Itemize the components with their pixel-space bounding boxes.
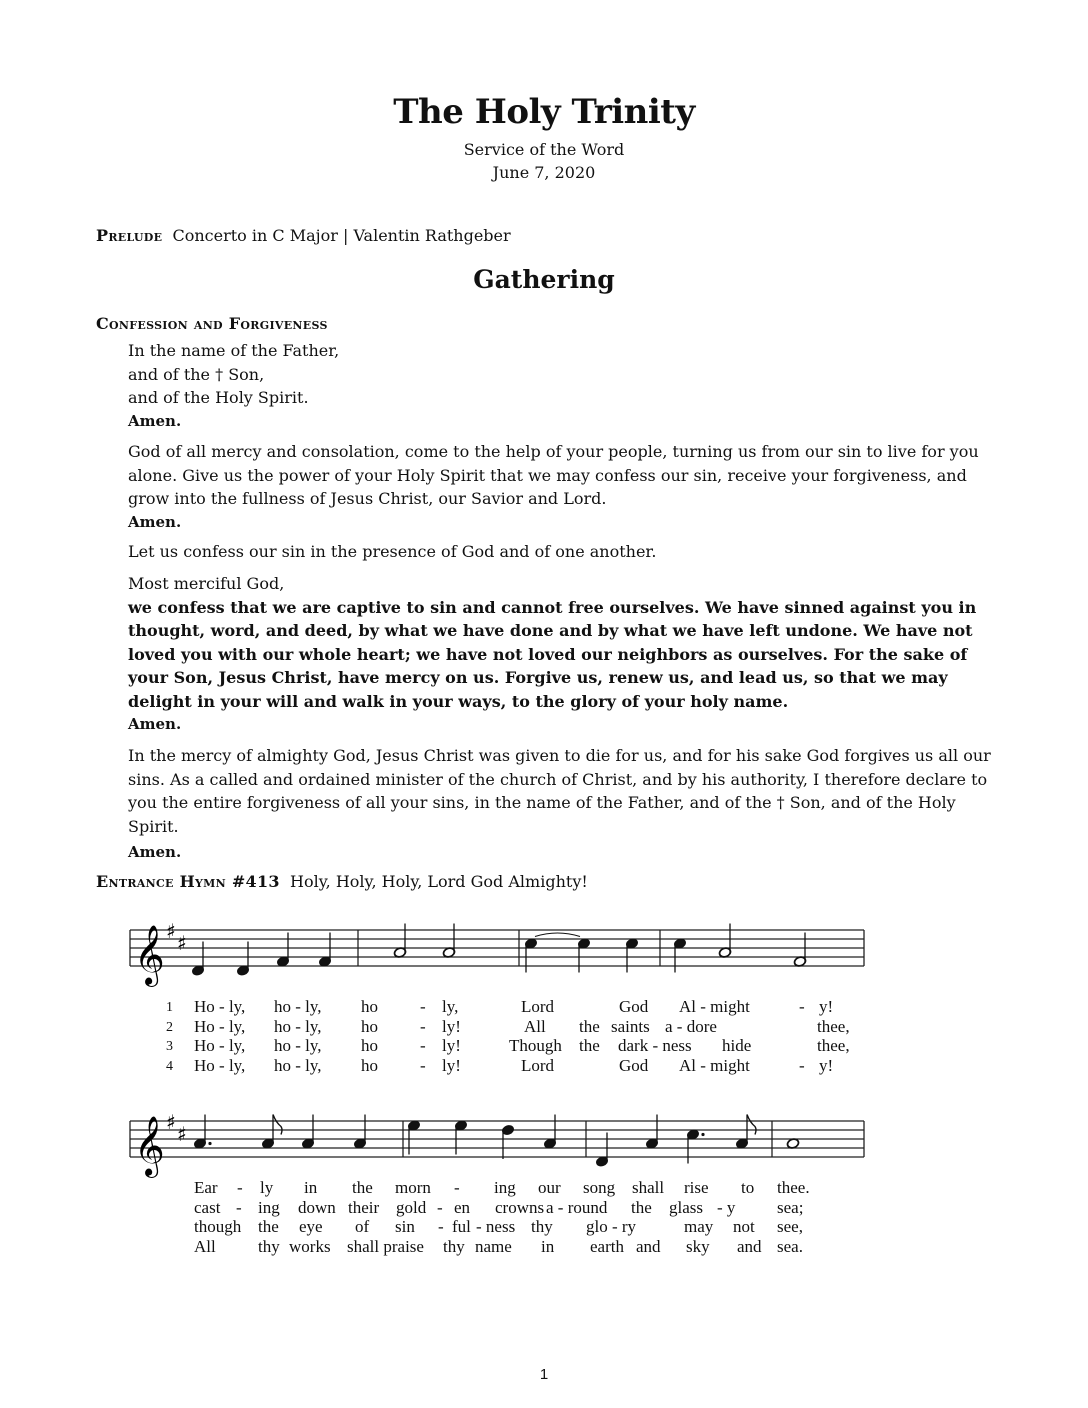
lyric-syllable: God [619,997,649,1016]
lyric-syllable: of [355,1217,370,1236]
confession-intro: Most merciful God, [128,574,285,593]
service-date: June 7, 2020 [492,163,596,182]
invocation-line: and of the † Son, [128,364,265,384]
lyric-syllable: morn [395,1178,431,1197]
amen-response: Amen. [128,843,182,861]
lyric-syllable: - [799,997,805,1016]
lyric-syllable: the [579,1016,600,1036]
lyric-syllable: the [352,1178,373,1197]
lyric-syllable: gold [396,1197,427,1217]
lyric-syllable: shall [632,1178,665,1197]
lyric-syllable: - [420,1055,426,1075]
lyric-syllable: glo - ry [586,1217,637,1236]
lyric-syllable: the [631,1197,652,1217]
invitation-to-confession: Let us confess our sin in the presence of God and of one another. [128,542,657,561]
lyric-syllable: Ho - ly, [194,1036,246,1055]
lyric-syllable: ing [258,1197,280,1217]
dot [208,1142,211,1145]
lyric-syllable: down [298,1197,336,1217]
confession-label: Confession and Forgiveness [96,314,328,333]
lyric-syllable: dark - ness [618,1036,692,1055]
amen-response: Amen. [128,512,182,531]
lyric-syllable: Ho - ly, [194,1055,246,1075]
lyric-syllable: en [454,1197,471,1217]
lyric-syllable: y! [819,997,834,1016]
lyric-syllable: - [420,1036,426,1055]
lyric-syllable: Ho - ly, [194,1016,246,1036]
lyric-syllable: our [538,1178,561,1197]
lyric-syllable: shall praise [347,1236,424,1256]
lyric-syllable: saints [611,1016,650,1036]
prelude-label: Prelude [96,226,163,245]
confession-text: we confess that we are captive to sin and cannot free ourselves. We have sinned against you in thought, word, and deed, by what we have done and by what we have left undone. We have not loved you with our whole heart; we have not loved our neighbors as ourselves. For the sake of your Son, Jesus Christ, have mercy on us. Forgive us, renew us, and lead us, so that we may delight in your will and walk in your ways, to the glory of your holy name. [128,597,977,711]
sharp-icon: ♯ [166,919,176,943]
lyric-syllable: Al - might [679,997,750,1016]
prelude-text: Concerto in C Major | Valentin Rathgeber [172,226,511,245]
lyric-syllable: thy [443,1236,465,1256]
lyric-syllable: Al - might [679,1055,750,1075]
eighth-flag [273,1115,282,1135]
lyric-syllable: thee, [817,1016,850,1036]
lyric-syllable: ly! [442,1055,461,1075]
lyric-syllable: crowns [495,1197,545,1217]
lyric-syllable: song [583,1178,616,1197]
lyric-syllable: ly, [442,997,459,1016]
tie [535,933,580,937]
lyric-syllable: glass [669,1197,703,1217]
lyric-syllable: - [420,997,426,1016]
section-heading-gathering: Gathering [473,265,615,294]
lyric-syllable: - ness [476,1217,516,1236]
service-subtitle: Service of the Word [463,140,625,159]
invocation-line: and of the Holy Spirit. [128,388,309,407]
hymn-title: Holy, Holy, Holy, Lord God Almighty! [290,872,588,891]
invocation-line: In the name of the Father, [128,341,340,360]
treble-clef-icon: 𝄞 [134,925,165,985]
lyric-syllable: cast [194,1197,221,1217]
lyric-syllable: thy [258,1236,280,1256]
lyric-syllable: ly! [442,1036,461,1055]
eighth-flag [747,1115,756,1135]
hymn-label: Entrance Hymn #413 [96,872,280,891]
lyric-syllable: sea. [777,1236,803,1256]
lyric-syllable: ho - ly, [274,1055,322,1075]
lyric-syllable: ho - ly, [274,997,322,1016]
lyric-syllable: in [304,1178,318,1197]
verse-number: 3 [166,1039,173,1054]
lyric-syllable: works [289,1236,331,1256]
lyric-syllable: ful [452,1217,471,1236]
lyric-syllable: earth [590,1236,624,1256]
lyric-syllable: ho [361,1055,378,1075]
prayer-text: God of all mercy and consolation, come to the help of your people, turning us from our sin to live for you alone. Give us the power of your Holy Spirit that we may confess our sin, receive your forgiveness, and grow into the fullness of Jesus Christ, our Savior and Lord. [128,442,979,508]
lyric-syllable: ly [260,1178,274,1197]
page-title: The Holy Trinity [393,92,695,132]
lyric-syllable: and [737,1236,762,1256]
lyric-syllable: y! [819,1055,834,1075]
lyric-syllable: - [236,1197,242,1217]
lyric-syllable: in [541,1236,555,1256]
dot [701,1133,704,1136]
lyric-syllable: Ho - ly, [194,997,246,1016]
verse-number: 1 [166,1000,173,1015]
lyric-syllable: - [237,1178,243,1197]
lyric-syllable: may [684,1217,714,1236]
lyric-syllable: Though [509,1036,562,1055]
lyric-syllable: All [524,1016,546,1036]
lyric-syllable: their [348,1197,380,1217]
lyric-syllable: the [579,1036,600,1055]
lyric-syllable: sky [686,1236,710,1256]
lyric-syllable: Ear [194,1178,218,1197]
lyric-syllable: and [636,1236,661,1256]
lyric-syllable: Lord [521,1055,555,1075]
lyric-syllable: not [733,1217,755,1236]
lyric-syllable: hide [722,1036,752,1055]
lyric-syllable: ho [361,1036,378,1055]
lyric-syllable: ho [361,1016,378,1036]
lyric-syllable: - [454,1178,460,1197]
lyric-syllable: ho - ly, [274,1036,322,1055]
lyric-syllable: - [438,1217,444,1236]
lyric-syllable: - y [717,1197,736,1217]
lyric-syllable: ly! [442,1016,461,1036]
lyric-syllable: to [741,1178,755,1197]
lyric-syllable: ing [494,1178,516,1197]
sharp-icon: ♯ [166,1110,176,1134]
lyric-syllable: a - dore [665,1016,717,1036]
amen-response: Amen. [128,715,182,733]
treble-clef-icon: 𝄞 [134,1116,165,1176]
lyric-syllable: - [799,1055,805,1075]
lyric-syllable: - [420,1016,426,1036]
lyric-syllable: a - round [546,1197,608,1217]
lyric-syllable: thee. [777,1178,810,1197]
absolution-text: In the mercy of almighty God, Jesus Christ was given to die for us, and for his sake God forgives us all our sins. As a called and ordained minister of the church of Christ, and by his authority, I therefore declare to you the entire forgiveness of all your sins, in the name of the Father, and of the † Son, and of the Holy Spirit. [128,746,991,836]
lyric-syllable: ho - ly, [274,1016,322,1036]
lyric-syllable: see, [777,1217,803,1236]
lyric-syllable: God [619,1055,649,1075]
lyric-syllable: rise [684,1178,709,1197]
lyric-syllable: the [258,1217,279,1236]
verse-number: 2 [166,1019,173,1035]
amen-response: Amen. [128,411,182,430]
page-number: 1 [539,1366,549,1383]
lyric-syllable: All [194,1236,216,1256]
lyric-syllable: - [437,1197,443,1217]
lyric-syllable: thee, [817,1036,850,1055]
lyric-syllable: ho [361,997,378,1016]
lyric-syllable: though [194,1217,242,1236]
sharp-icon: ♯ [177,931,187,955]
lyric-syllable: eye [299,1217,323,1236]
lyric-syllable: sin [395,1217,415,1236]
lyric-syllable: Lord [521,997,555,1016]
verse-number: 4 [166,1058,173,1074]
lyric-syllable: sea; [777,1197,804,1217]
lyric-syllable: name [475,1236,512,1256]
lyric-syllable: thy [531,1217,553,1236]
sharp-icon: ♯ [177,1122,187,1146]
